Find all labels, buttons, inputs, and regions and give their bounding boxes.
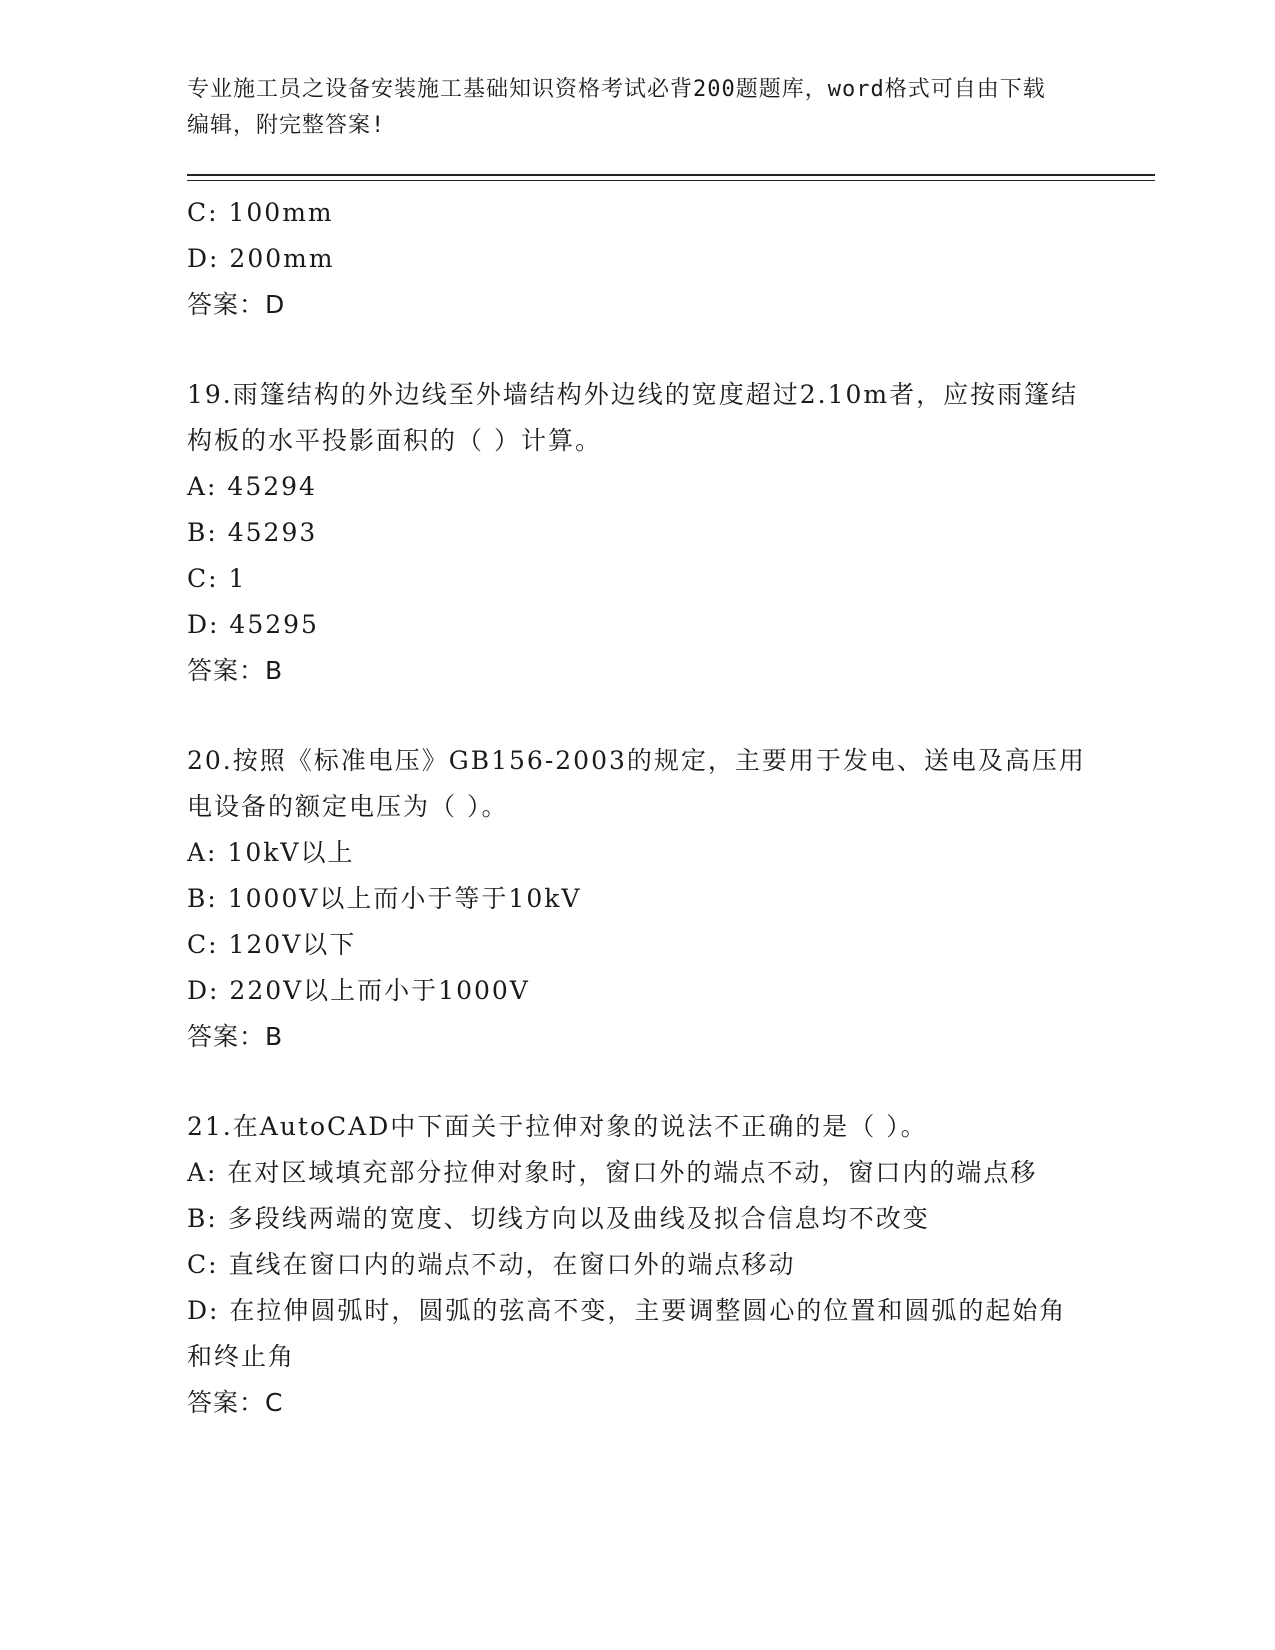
option: A: 在对区域填充部分拉伸对象时，窗口外的端点不动，窗口内的端点移: [187, 1158, 1038, 1187]
option: C: 120V以下: [187, 930, 357, 959]
question-20: [187, 738, 1087, 1060]
spacer: [187, 328, 1087, 372]
option: D: 200mm: [187, 244, 335, 273]
header-divider: [187, 174, 1155, 176]
question-21: [187, 1104, 1087, 1426]
option: C: 100mm: [187, 198, 334, 227]
option: A: 45294: [187, 472, 317, 501]
answer: 答案：B: [187, 1022, 284, 1051]
option: B: 多段线两端的宽度、切线方向以及曲线及拟合信息均不改变: [187, 1204, 930, 1233]
option: C: 直线在窗口内的端点不动，在窗口外的端点移动: [187, 1250, 796, 1279]
option: C: 1: [187, 564, 247, 593]
question-stem: 20.按照《标准电压》GB156-2003的规定，主要用于发电、送电及高压用电设备的额定电压为（ ）。: [187, 746, 1086, 821]
answer: 答案：B: [187, 656, 284, 685]
question-stem: 19.雨篷结构的外边线至外墙结构外边线的宽度超过2.10m者，应按雨篷结构板的水平投影面积的（ ）计算。: [187, 380, 1079, 455]
header-divider-thin: [187, 180, 1155, 181]
option: A: 10kV以上: [187, 838, 355, 867]
question-19: [187, 372, 1087, 694]
option: D: 在拉伸圆弧时，圆弧的弦高不变，主要调整圆心的位置和圆弧的起始角和终止角: [187, 1296, 1067, 1371]
question-list: [187, 190, 1087, 1426]
spacer: [187, 1060, 1087, 1104]
document-header: 专业施工员之设备安装施工基础知识资格考试必背200题题库，word格式可自由下载编辑，附完整答案!: [187, 77, 1046, 138]
answer: 答案：D: [187, 290, 286, 319]
question-stem: 21.在AutoCAD中下面关于拉伸对象的说法不正确的是（ ）。: [187, 1112, 928, 1141]
option: D: 45295: [187, 610, 319, 639]
option: D: 220V以上而小于1000V: [187, 976, 530, 1005]
question-18-tail: [187, 190, 1087, 328]
option: B: 45293: [187, 518, 318, 547]
spacer: [187, 694, 1087, 738]
answer: 答案：C: [187, 1388, 284, 1417]
option: B: 1000V以上而小于等于10kV: [187, 884, 582, 913]
